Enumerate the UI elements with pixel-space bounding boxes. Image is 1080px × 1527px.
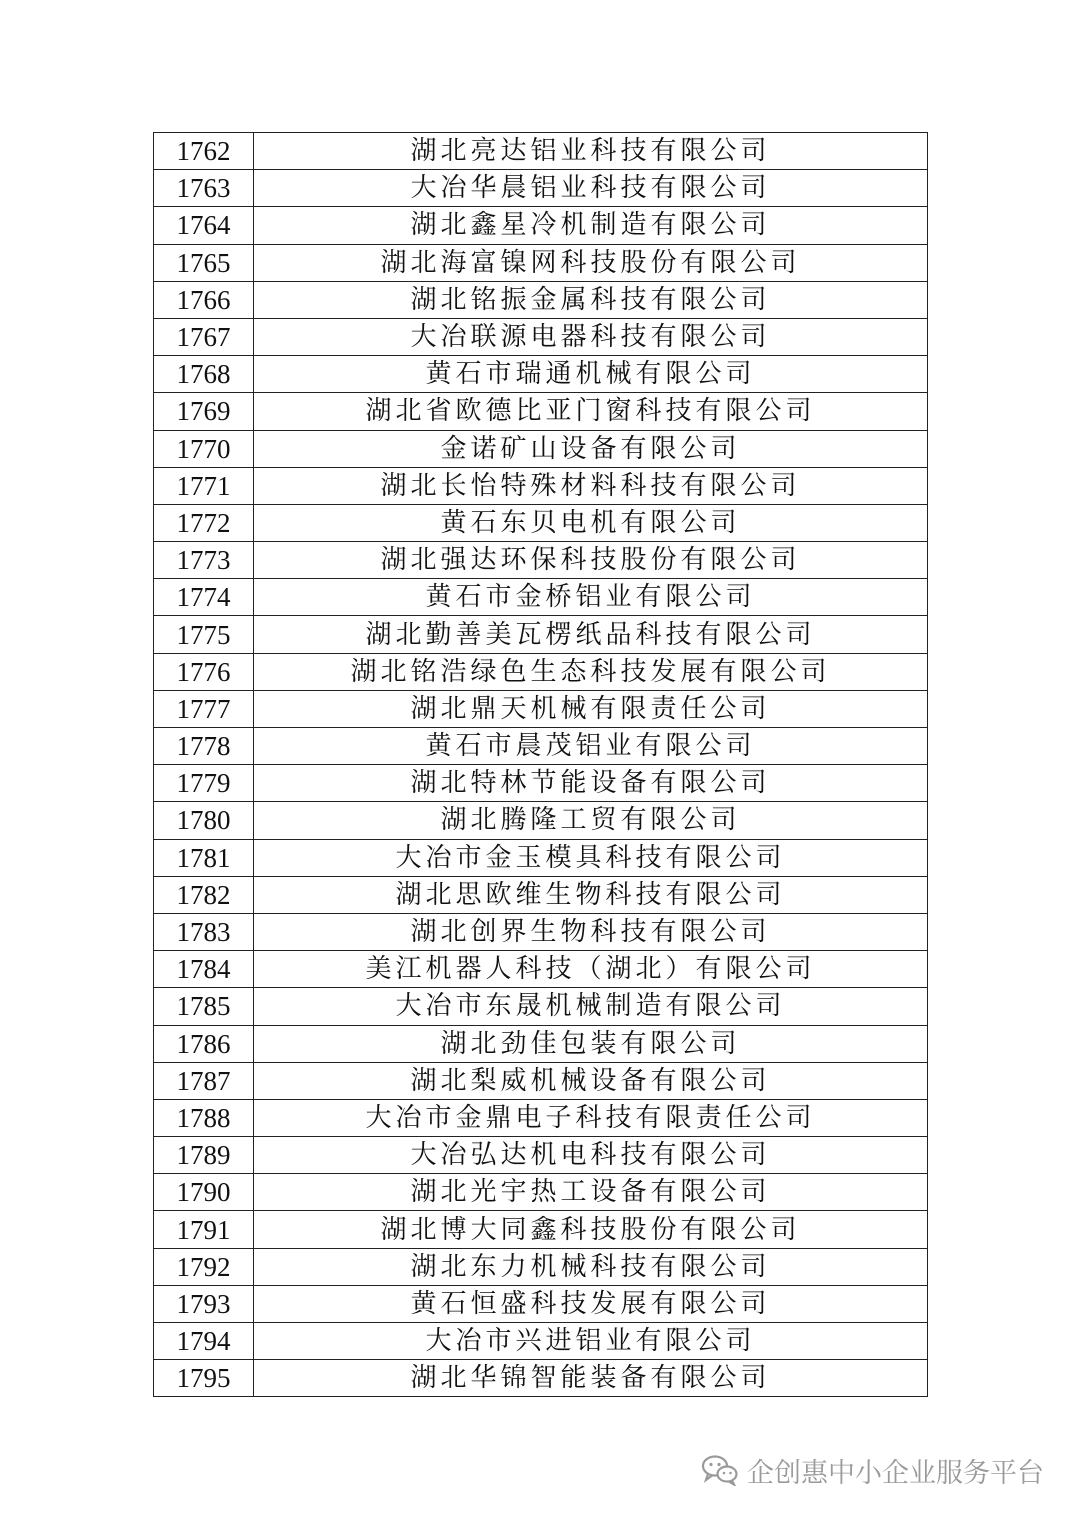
table-row [154,765,928,802]
company-name: 湖北省欧德比亚门窗科技有限公司 [254,393,928,430]
row-number: 1787 [154,1062,254,1099]
table-row [154,1137,928,1174]
company-name: 湖北特林节能设备有限公司 [254,765,928,802]
row-number: 1786 [154,1025,254,1062]
table-row [154,1248,928,1285]
table-row [154,244,928,281]
company-name: 大冶华晨铝业科技有限公司 [254,170,928,207]
company-name: 湖北亮达铝业科技有限公司 [254,133,928,170]
row-number: 1770 [154,430,254,467]
company-name: 大冶市兴进铝业有限公司 [254,1323,928,1360]
table-row [154,616,928,653]
table-row [154,876,928,913]
row-number: 1764 [154,207,254,244]
company-name: 大冶市东晟机械制造有限公司 [254,988,928,1025]
table-row [154,133,928,170]
row-number: 1772 [154,504,254,541]
row-number: 1784 [154,951,254,988]
table-row [154,1099,928,1136]
row-number: 1773 [154,542,254,579]
company-name: 湖北勤善美瓦楞纸品科技有限公司 [254,616,928,653]
table-row [154,653,928,690]
table-row [154,542,928,579]
company-name: 黄石市晨茂铝业有限公司 [254,728,928,765]
table-row [154,1323,928,1360]
company-name: 湖北强达环保科技股份有限公司 [254,542,928,579]
row-number: 1780 [154,802,254,839]
table-row [154,467,928,504]
company-name: 大冶联源电器科技有限公司 [254,318,928,355]
company-name: 湖北铭振金属科技有限公司 [254,281,928,318]
watermark [701,1450,1044,1490]
table-row [154,318,928,355]
watermark-text: 企创惠中小企业服务平台 [747,1457,1044,1489]
company-name: 大冶市金玉模具科技有限公司 [254,839,928,876]
table-row [154,504,928,541]
company-name: 大冶弘达机电科技有限公司 [254,1137,928,1174]
wechat-icon [701,1454,739,1486]
table-row [154,1025,928,1062]
table-row [154,1174,928,1211]
row-number: 1775 [154,616,254,653]
row-number: 1777 [154,690,254,727]
company-name: 黄石市瑞通机械有限公司 [254,356,928,393]
company-name: 湖北东力机械科技有限公司 [254,1248,928,1285]
company-name: 湖北海富镍网科技股份有限公司 [254,244,928,281]
row-number: 1778 [154,728,254,765]
row-number: 1774 [154,579,254,616]
table-row [154,839,928,876]
table-row [154,1360,928,1397]
company-name: 金诺矿山设备有限公司 [254,430,928,467]
row-number: 1768 [154,356,254,393]
company-name: 湖北鼎天机械有限责任公司 [254,690,928,727]
company-name: 黄石恒盛科技发展有限公司 [254,1285,928,1322]
company-name: 大冶市金鼎电子科技有限责任公司 [254,1099,928,1136]
table-row [154,690,928,727]
row-number: 1785 [154,988,254,1025]
table-row [154,356,928,393]
row-number: 1790 [154,1174,254,1211]
table-row [154,281,928,318]
company-name: 黄石东贝电机有限公司 [254,504,928,541]
row-number: 1783 [154,913,254,950]
row-number: 1769 [154,393,254,430]
company-name: 湖北鑫星冷机制造有限公司 [254,207,928,244]
table-row [154,802,928,839]
row-number: 1781 [154,839,254,876]
company-name: 黄石市金桥铝业有限公司 [254,579,928,616]
company-name: 湖北思欧维生物科技有限公司 [254,876,928,913]
table-row [154,430,928,467]
row-number: 1782 [154,876,254,913]
table-row [154,728,928,765]
row-number: 1767 [154,318,254,355]
company-name: 湖北腾隆工贸有限公司 [254,802,928,839]
row-number: 1763 [154,170,254,207]
table-row [154,1211,928,1248]
company-name: 湖北博大同鑫科技股份有限公司 [254,1211,928,1248]
company-name: 湖北梨威机械设备有限公司 [254,1062,928,1099]
company-name: 湖北劲佳包装有限公司 [254,1025,928,1062]
table-row [154,1285,928,1322]
row-number: 1792 [154,1248,254,1285]
row-number: 1765 [154,244,254,281]
table-row [154,393,928,430]
table-row [154,988,928,1025]
row-number: 1771 [154,467,254,504]
row-number: 1776 [154,653,254,690]
company-name: 湖北光宇热工设备有限公司 [254,1174,928,1211]
row-number: 1791 [154,1211,254,1248]
company-list-table [153,132,928,1397]
company-name: 湖北华锦智能装备有限公司 [254,1360,928,1397]
table-row [154,913,928,950]
company-name: 湖北创界生物科技有限公司 [254,913,928,950]
row-number: 1794 [154,1323,254,1360]
table-row [154,951,928,988]
company-name: 美江机器人科技（湖北）有限公司 [254,951,928,988]
table-body [154,133,928,1397]
company-name: 湖北铭浩绿色生态科技发展有限公司 [254,653,928,690]
row-number: 1789 [154,1137,254,1174]
table-row [154,1062,928,1099]
company-name: 湖北长怡特殊材料科技有限公司 [254,467,928,504]
row-number: 1766 [154,281,254,318]
row-number: 1793 [154,1285,254,1322]
row-number: 1762 [154,133,254,170]
row-number: 1795 [154,1360,254,1397]
table-row [154,579,928,616]
row-number: 1779 [154,765,254,802]
table-row [154,170,928,207]
row-number: 1788 [154,1099,254,1136]
table-row [154,207,928,244]
